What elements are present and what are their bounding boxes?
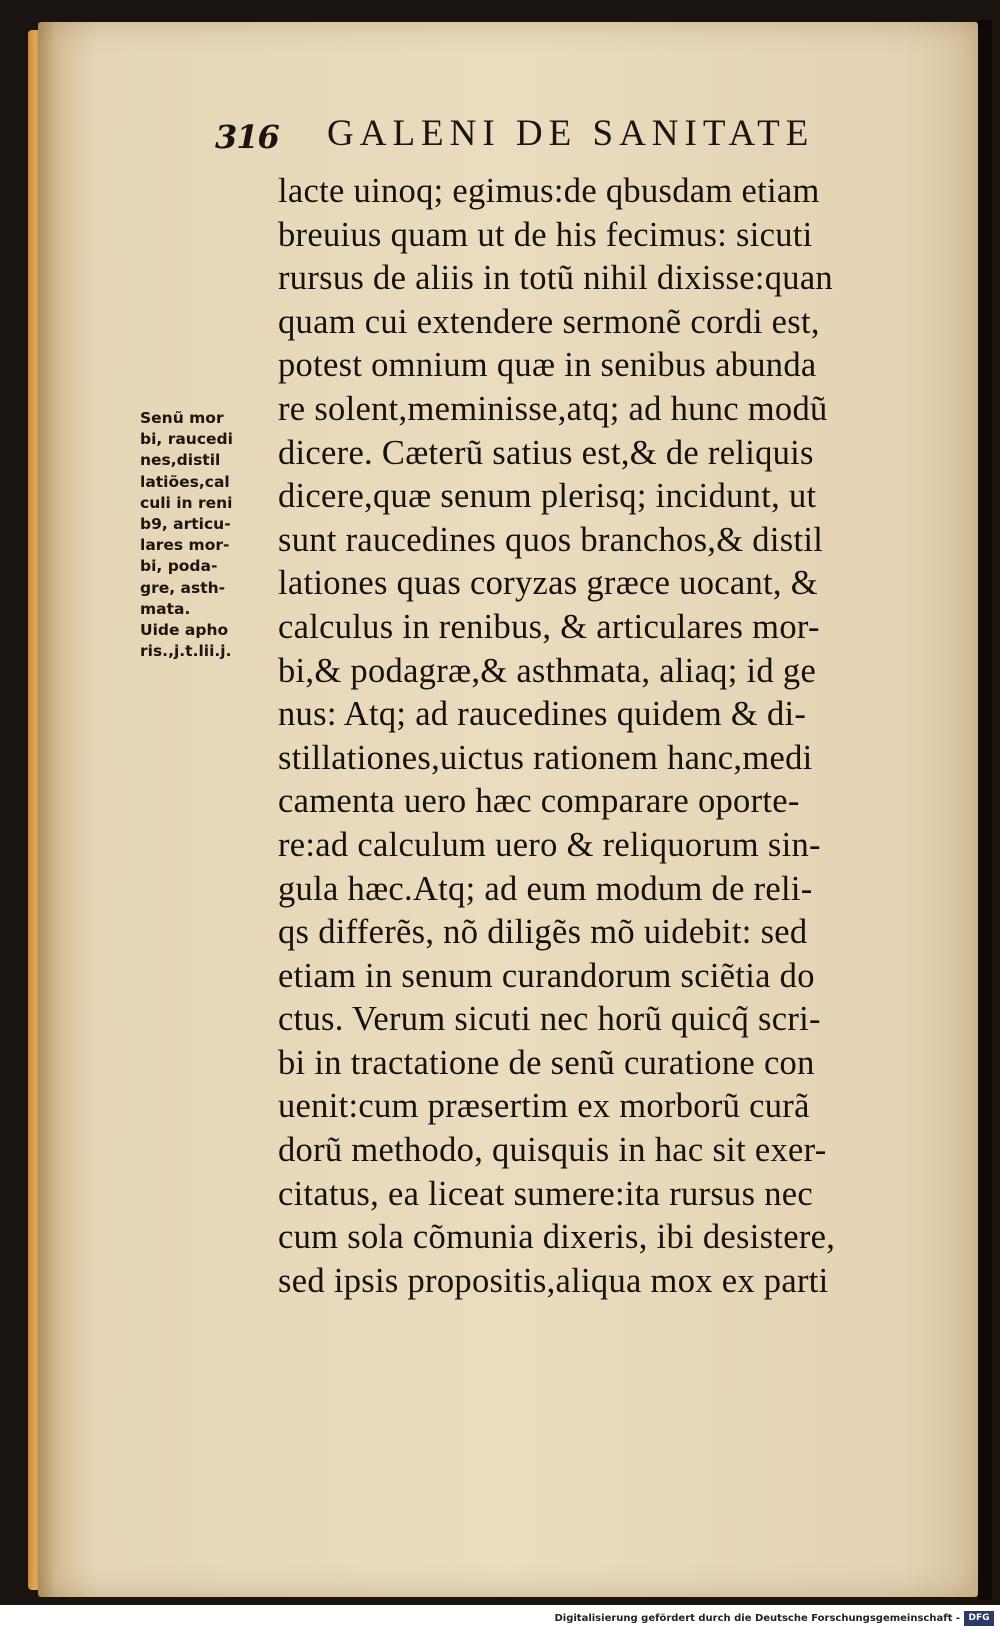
text-line: dorũ methodo, quisquis in hac sit exer- [278, 1131, 827, 1170]
marginal-line: Uide apho [140, 620, 229, 639]
marginal-line: culi in reni [140, 493, 233, 512]
text-line: gula hæc.Atq; ad eum modum de reli- [278, 869, 813, 908]
text-line: citatus, ea liceat sumere:ita rursus nec [278, 1174, 814, 1213]
text-line: calculus in renibus, & articulares mor- [278, 607, 820, 646]
marginal-line: b9, articu- [140, 514, 231, 533]
text-line: dicere. Cæterũ satius est,& de reliquis [278, 433, 814, 472]
text-line: lationes quas coryzas græce uocant, & [278, 564, 818, 603]
text-line: lacte uinoq; egimus:de qbusdam etiam [278, 172, 820, 210]
text-line: sunt raucedines quos branchos,& distil [278, 520, 824, 559]
marginal-note [140, 408, 270, 662]
text-line: camenta uero hæc comparare oporte- [278, 782, 800, 821]
text-line: stillationes,uictus rationem hanc,medi [278, 738, 813, 777]
marginal-line: latiões,cal [140, 472, 230, 491]
dfg-logo-icon: DFG [964, 1611, 994, 1626]
digitization-footer [0, 1605, 1000, 1635]
text-line: etiam in senum curandorum sciẽtia do [278, 956, 815, 995]
text-line: cum sola cõmunia dixeris, ibi desistere, [278, 1218, 836, 1257]
scan-right-border [978, 20, 992, 1600]
text-line: bi,& podagræ,& asthmata, aliaq; id ge [278, 651, 817, 690]
text-line: quam cui extendere sermonẽ cordi est, [278, 302, 820, 341]
marginal-line: bi, raucedi [140, 430, 233, 449]
text-line: rursus de aliis in totũ nihil dixisse:quan [278, 259, 833, 298]
text-line: qs differẽs, nõ diligẽs mõ uidebit: sed [278, 913, 808, 952]
text-line: dicere,quæ senum plerisq; incidunt, ut [278, 477, 817, 516]
marginal-line: bi, poda- [140, 557, 218, 576]
marginal-line: Senũ mor [140, 409, 224, 427]
marginal-line: gre, asth- [140, 578, 226, 597]
marginal-line: mata. [140, 599, 191, 618]
text-line: re:ad calculum uero & reliquorum sin- [278, 825, 821, 864]
marginal-line: lares mor- [140, 536, 230, 555]
text-line: sed ipsis propositis,aliqua mox ex parti [278, 1261, 829, 1300]
folio-number: 316 [215, 118, 279, 156]
text-line: ctus. Verum sicuti nec horũ quicq̃ scri- [278, 1000, 821, 1039]
main-text-block [278, 170, 938, 1303]
text-line: breuius quam ut de his fecimus: sicuti [278, 215, 813, 254]
text-line: bi in tractatione de senũ curatione con [278, 1043, 815, 1082]
marginal-line: ris.,j.t.lii.j. [140, 642, 232, 661]
text-line: nus: Atq; ad raucedines quidem & di- [278, 695, 807, 734]
page-header [215, 112, 915, 162]
text-line: re solent,meminisse,atq; ad hunc modũ [278, 389, 828, 428]
footer-credit: Digitalisierung gefördert durch die Deutsche Forschungsgemeinschaft - [554, 1613, 960, 1624]
running-title: GALENI DE SANITATE [327, 113, 815, 154]
marginal-line: nes,distil [140, 451, 221, 470]
text-line: uenit:cum præsertim ex morborũ curã [278, 1087, 810, 1126]
text-line: potest omnium quæ in senibus abunda [278, 346, 817, 385]
